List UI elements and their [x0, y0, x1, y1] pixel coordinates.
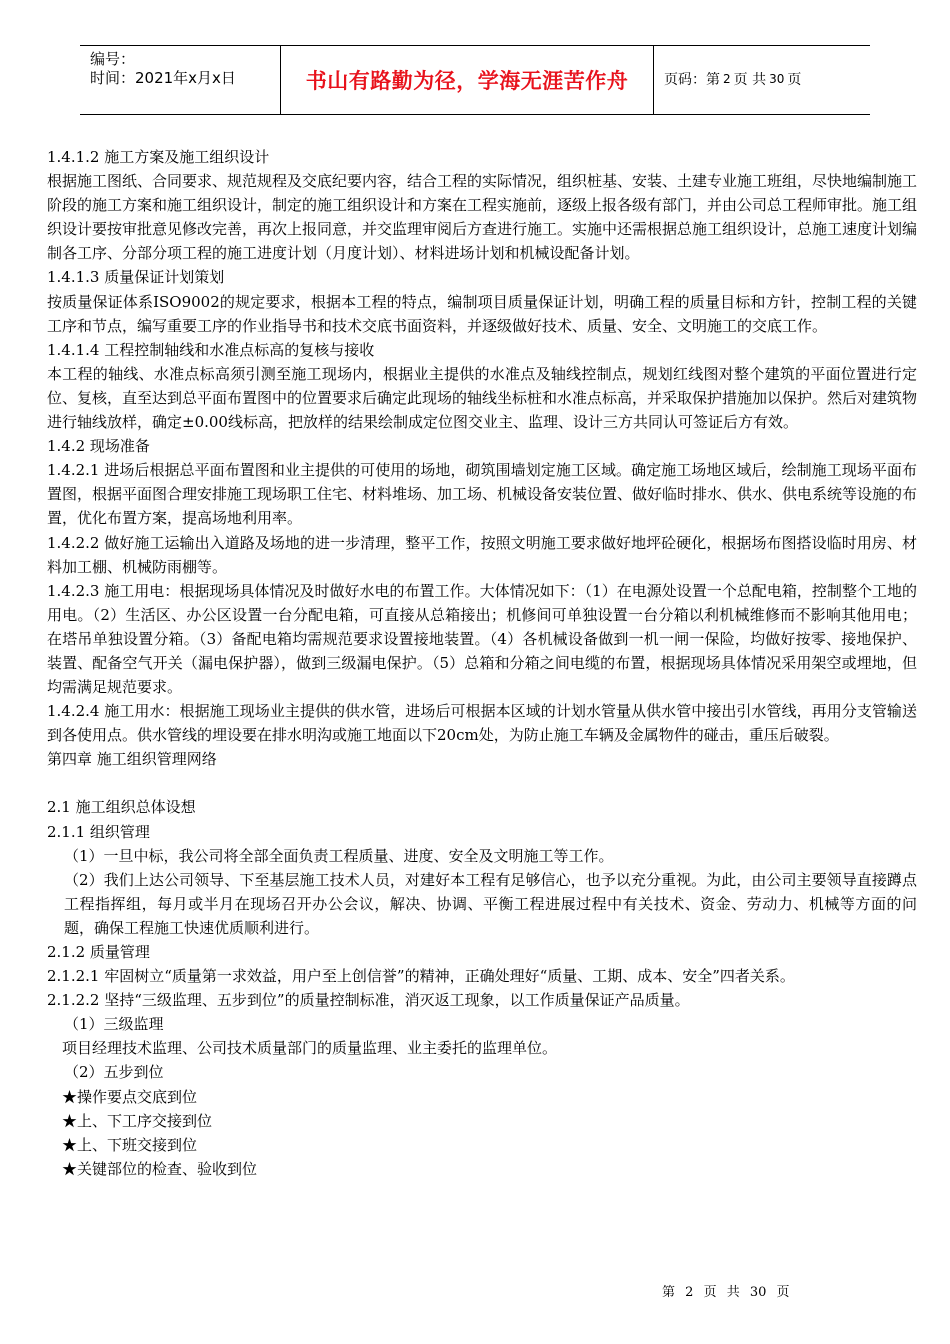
section-heading: 1.4.1.3 质量保证计划策划 — [47, 268, 225, 287]
footer-total: 30 — [749, 1285, 767, 1300]
section-heading: 1.4.1.2 施工方案及施工组织设计 — [47, 148, 270, 166]
paragraph: 本工程的轴线、水准点标高须引测至施工现场内，根据业主提供的水准点及轴线控制点，规划红线图对整个建筑的平面位置进行定位、复核，直至达到总平面布置图中的位置要求后确定此现场的轴线坐标桩和水准点标高，并采取保护措施加以保护。然后对建筑物进行轴线放样，确定±0.00线标高，把放样的结果绘制成定位图交业主、监理、设计三方共同认可签证后方有效。 — [47, 364, 918, 432]
document-body — [47, 145, 917, 1181]
section-heading: 2.1 施工组织总体设想 — [47, 798, 196, 817]
paragraph: 1.4.2.4 施工用水：根据施工现场业主提供的供水管，进场后可根据本区域的计划水管量从供水管中接出引水管线，再用分支管输送到各使用点。供水管线的埋设要在排水明沟或施工地面以下20cm处，为防止施工车辆及金属物件的碰击，重压后破裂。 — [47, 702, 917, 745]
footer-suffix: 页 — [776, 1285, 790, 1300]
footer-prefix: 第 — [662, 1285, 676, 1300]
paragraph: 根据施工图纸、合同要求、规范规程及交底纪要内容，结合工程的实际情况，组织桩基、安装、土建专业施工班组，尽快地编制施工阶段的施工方案和施工组织设计，制定的施工组织设计和方案在工程实施前，逐级上报各级有部门，并由公司总工程师审批。施工组织设计要按审批意见修改完善，再次上报同意，并交监理审阅后方查进行施工。实施中还需根据总施工组织设计，总施工速度计划编制各工序、分部分项工程的施工进度计划（月度计划）、材料进场计划和机械设配备计划。 — [47, 172, 918, 263]
footer-mid: 页 共 — [703, 1285, 740, 1300]
chapter-heading: 第四章 施工组织管理网络 — [47, 750, 217, 769]
section-heading: 2.1.2 质量管理 — [47, 943, 150, 961]
paragraph: 项目经理技术监理、公司技术质量部门的质量监理、业主委托的监理单位。 — [62, 1039, 558, 1058]
list-item: ★上、下工序交接到位 — [62, 1111, 213, 1130]
section-heading: 2.1.1 组织管理 — [47, 822, 150, 841]
section-heading: 1.4.1.4 工程控制轴线和水准点标高的复核与接收 — [47, 340, 375, 359]
page-total: 30 — [769, 72, 785, 86]
section-heading: 1.4.2 现场准备 — [47, 437, 150, 456]
page-number: 2 — [723, 72, 731, 86]
number-label: 编号： — [90, 50, 136, 68]
page-footer — [662, 1281, 790, 1300]
header-meta — [80, 46, 281, 114]
time-label: 时间：2021年x月x日 — [90, 69, 236, 87]
header-motto: 书山有路勤为径，学海无涯苦作舟 — [281, 46, 654, 114]
footer-page: 2 — [685, 1285, 694, 1300]
paragraph: 按质量保证体系ISO9002的规定要求，根据本工程的特点，编制项目质量保证计划，明确工程的质量目标和方针，控制工程的关键工序和节点，编写重要工序的作业指导书和技术交底书面资料，并逐级做好技术、质量、安全、文明施工的交底工作。 — [47, 292, 917, 335]
list-item: ★操作要点交底到位 — [62, 1087, 198, 1106]
paragraph: 2.1.2.1 牢固树立“质量第一求效益，用户至上创信誉”的精神，正确处理好“质量、工期、成本、安全”四者关系。 — [47, 967, 795, 986]
paragraph: 2.1.2.2 坚持“三级监理、五步到位”的质量控制标准，消灭返工现象，以工作质量保证产品质量。 — [47, 991, 690, 1010]
page-mid: 页 共 — [733, 72, 767, 88]
list-heading: （1）三级监理 — [64, 1015, 164, 1034]
page-prefix: 页码：第 — [664, 72, 720, 88]
paragraph: 1.4.2.1 进场后根据总平面布置图和业主提供的可使用的场地，砌筑围墙划定施工区域。确定施工场地区域后，绘制施工现场平面布置图，根据平面图合理安排施工现场职工住宅、材料堆场、加工场、机械设备安装位置、做好临时排水、供水、供电系统等设施的布置，优化布置方案，提高场地利用率。 — [47, 461, 918, 528]
list-heading: （2）五步到位 — [64, 1063, 164, 1082]
list-item: ★关键部位的检查、验收到位 — [62, 1159, 258, 1178]
paragraph: 1.4.2.3 施工用电：根据现场具体情况及时做好水电的布置工作。大体情况如下：（1）在电源处设置一个总配电箱，控制整个工地的用电。（2）生活区、办公区设置一台分配电箱，可直接从总箱接出；机修间可单独设置一台分箱以利机械维修而不影响其他用电；在塔吊单独设置分箱。（3）备配电箱均需规范要求设置接地装置。（4）各机械设备做到一机一闸一保险，均做好按零、接地保护、装置、配备空气开关（漏电保护器），做到三级漏电保护。（5）总箱和分箱之间电缆的布置，根据现场具体情况采用架空或埋地，但均需满足规范要求。 — [47, 581, 917, 697]
paragraph: 1.4.2.2 做好施工运输出入道路及场地的进一步清理，整平工作，按照文明施工要求做好地坪砼硬化，根据场布图搭设临时用房、材料加工棚、机械防雨棚等。 — [47, 533, 917, 576]
header-table — [80, 45, 870, 115]
list-item: ★上、下班交接到位 — [62, 1135, 198, 1154]
blank-line — [47, 771, 917, 795]
paragraph: （1）一旦中标，我公司将全部全面负责工程质量、进度、安全及文明施工等工作。 — [64, 846, 614, 865]
page-suffix: 页 — [787, 72, 802, 88]
paragraph: （2）我们上达公司领导、下至基层施工技术人员，对建好本工程有足够信心，也予以充分重视。为此，由公司主要领导直接蹲点工程指挥组，每月或半月在现场召开办公会议，解决、协调、平衡工程进展过程中有关技术、资金、劳动力、机械等方面的问题，确保工程施工快速优质顺利进行。 — [64, 870, 917, 937]
header-page-info — [654, 46, 870, 114]
